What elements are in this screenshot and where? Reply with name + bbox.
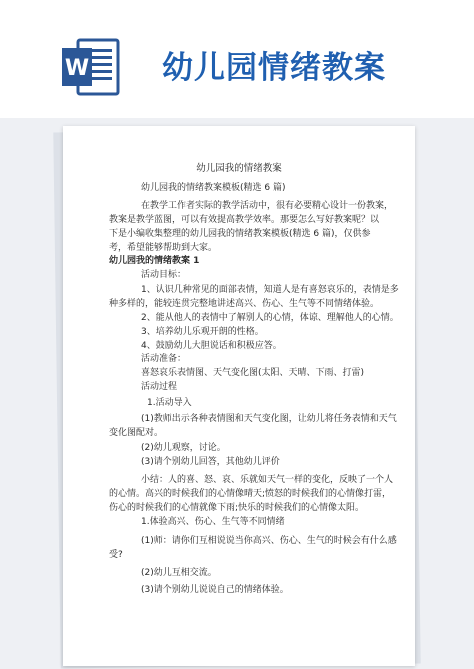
doc-line: 1.体验高兴、伤心、生气等不同情绪 [141,517,285,527]
doc-line: 教案是教学蓝图，可以有效提高教学效率。那要怎么写好教案呢？以 [109,215,380,225]
section-heading: 幼儿园我的情绪教案 1 [109,256,200,266]
doc-line: (2)幼儿互相交流。 [141,568,217,578]
document-page [63,126,415,666]
doc-line: 活动过程 [141,382,178,392]
doc-line: 活动准备： [141,354,187,364]
doc-line: 下是小编收集整理的幼儿园我的情绪教案模板(精选 6 篇)，仅供参 [109,229,371,239]
doc-line: 种多样的，能较连贯完整地讲述高兴、伤心、生气等不同情绪体验。 [109,299,380,309]
doc-line: 的心情。高兴的时候我们的心情像晴天;愤怒的时候我们的心情像打雷， [109,489,392,499]
doc-line: (1)教师出示各种表情图和天气变化图，让幼儿将任务表情和天气 [141,414,397,424]
document-title: 幼儿园我的情绪教案 [196,163,282,174]
doc-line: 伤心的时候我们的心情就像下雨;快乐的时候我们的心情像太阳。 [109,503,365,513]
doc-line: 1.活动导入 [147,398,192,408]
doc-line: (3)请个别幼儿说说自己的情绪体验。 [141,585,289,595]
doc-line: 在教学工作者实际的教学活动中，很有必要精心设计一份教案， [141,201,394,211]
word-logo-letter: W [64,56,90,81]
doc-line: 幼儿园我的情绪教案模板(精选 6 篇) [141,183,286,193]
doc-line: 2、能从他人的表情中了解别人的心情，体谅、理解他人的心情。 [141,313,399,323]
doc-line: 1、认识几种常见的面部表情，知道人是有喜怒哀乐的，表情是多 [141,285,399,295]
banner-title: 幼儿园情绪教案 [162,50,386,86]
doc-line: 3、培养幼儿乐观开朗的性格。 [141,327,264,337]
doc-line: 变化图配对。 [109,428,164,438]
header-banner [0,0,474,118]
doc-line: 小结：人的喜、怒、哀、乐就如天气一样的变化，反映了一个人 [141,475,394,485]
doc-line: 考，希望能够帮助到大家。 [109,243,218,253]
doc-line: 受? [109,550,123,560]
doc-line: (1)师：请你们互相说说当你高兴、伤心、生气的时候会有什么感 [141,536,397,546]
doc-line: 活动目标： [141,270,187,280]
doc-line: (3)请个别幼儿回答，其他幼儿评价 [141,457,280,467]
doc-line: 4、鼓励幼儿大胆说话和积极应答。 [141,341,282,351]
doc-line: 喜怒哀乐表情图、天气变化图(太阳、天晴、下雨、打雷) [141,368,365,378]
doc-line: (2)幼儿观察，讨论。 [141,443,226,453]
word-document-icon [60,36,122,98]
